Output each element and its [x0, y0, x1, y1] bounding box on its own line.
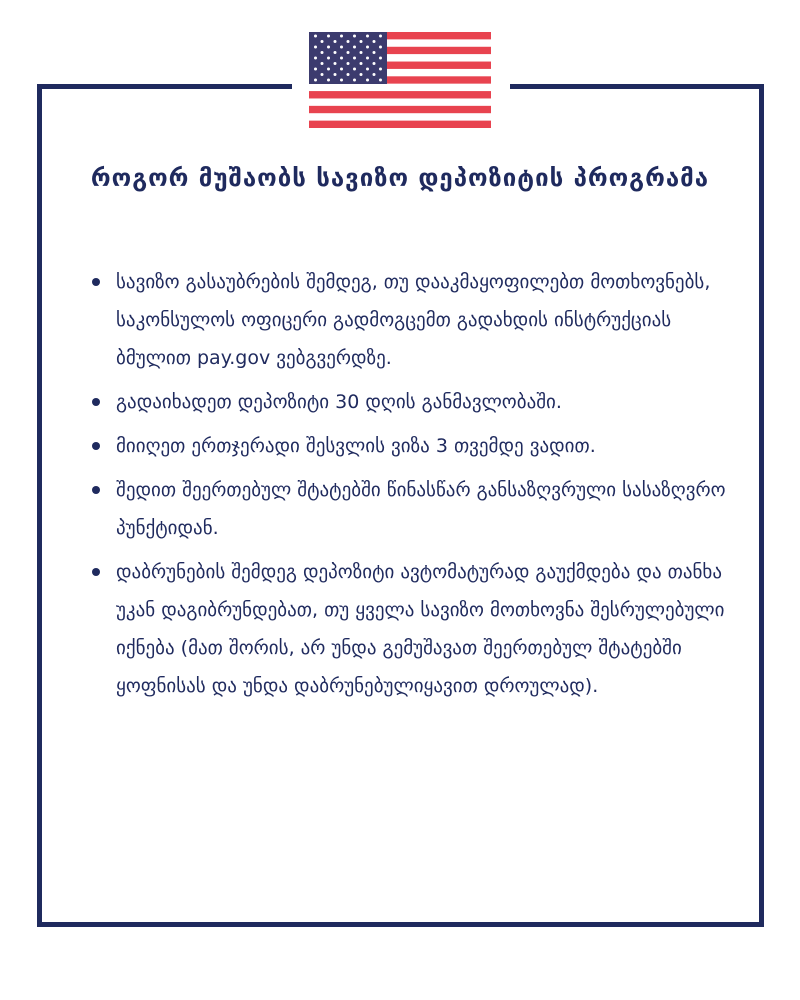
list-item: [90, 471, 730, 547]
list-item-text: მიიღეთ ერთჯერადი შესვლის ვიზა 3 თვემდე ვადით.: [116, 435, 596, 457]
bullet-dot: [92, 486, 100, 494]
bullet-dot: [92, 568, 100, 576]
bullet-dot: [92, 398, 100, 406]
list-item: [90, 263, 730, 377]
bullet-dot: [92, 442, 100, 450]
bullet-list: [90, 263, 730, 711]
list-item: [90, 383, 730, 421]
frame-top-left-segment: [37, 84, 292, 89]
list-item-text: სავიზო გასაუბრების შემდეგ, თუ დააკმაყოფილებთ მოთხოვნებს, საკონსულოს ოფიცერი გადმოგცემთ გადახდის ინსტრუქციას ბმულით pay.gov ვებგვერდზე.: [116, 271, 711, 369]
page-title: როგორ მუშაობს სავიზო დეპოზიტის პროგრამა: [90, 164, 710, 192]
us-flag-icon: [309, 32, 491, 128]
list-item-text: დაბრუნების შემდეგ დეპოზიტი ავტომატურად გაუქმდება და თანხა უკან დაგიბრუნდებათ, თუ ყველა სავიზო მოთხოვნა შესრულებული იქნება (მათ შორის, არ უნდა გემუშავათ შეერთებულ შტატებში ყოფნისას და უნდა დაბრუნებულიყავით დროულად).: [116, 561, 725, 697]
list-item: [90, 553, 730, 705]
bullet-dot: [92, 278, 100, 286]
list-item-text: გადაიხადეთ დეპოზიტი 30 დღის განმავლობაში.: [116, 391, 562, 413]
list-item-text: შედით შეერთებულ შტატებში წინასწარ განსაზღვრული სასაზღვრო პუნქტიდან.: [116, 479, 726, 539]
list-item: [90, 427, 730, 465]
frame-top-right-segment: [510, 84, 764, 89]
